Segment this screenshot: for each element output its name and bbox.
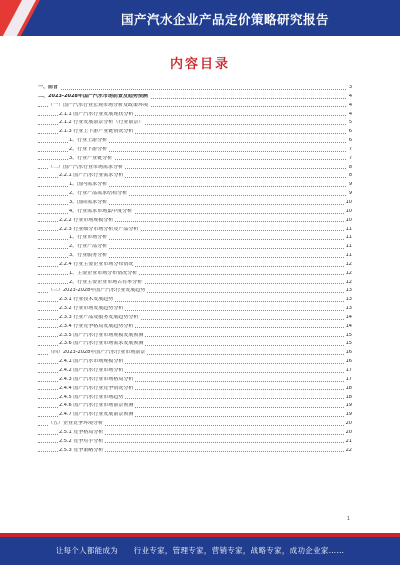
toc-entry-page: 10 [345,217,352,223]
toc-entry[interactable] [38,439,352,445]
toc-entry-page: 15 [345,332,352,338]
toc-entry-text: 2.1.1 国产汽水行业发展现状分析 [59,111,134,117]
toc-entry-text: 2.3.6 国产汽水行业市场需求发展预测 [59,341,144,347]
toc-entry-text: 2、行业下游分析 [69,146,108,152]
toc-entry-text: 3、行业产业链分析 [69,155,113,161]
toc-entry-page: 8 [348,164,352,170]
toc-entry-page: 7 [348,155,352,161]
toc-entry[interactable] [38,227,352,233]
toc-entry-text: 1、主要企业市场分布情况分析 [69,270,138,276]
toc-entry-page: 12 [345,279,352,285]
toc-entry-text: 2.3.2 行业市场发展趋势分析 [59,306,124,312]
toc-entry[interactable] [38,306,352,312]
toc-entry-page: 8 [348,173,352,179]
toc-entry-text: 2、行业主要企业市场占有率分析 [69,279,143,285]
toc-entry-page: 11 [345,226,352,232]
toc-entry-page: 9 [348,182,352,188]
toc-entry-text: 2.4.4 国产汽水行业竞争情况分析 [59,385,134,391]
toc-entry-text: 2.4.7 国产汽水行业发展前景预测 [59,412,134,418]
toc-entry-page: 13 [345,297,352,303]
toc-entry-page: 12 [345,261,352,267]
toc-entry-text: （五）企业竞争环境分析 [48,421,104,427]
toc-entry-text: 1、行业上游分析 [69,138,108,144]
toc-entry-page: 11 [345,235,352,241]
toc-entry[interactable] [38,103,352,109]
toc-entry-page: 16 [345,350,352,356]
toc-entry-text: 2.1.3 行业上下游产业链情况分析 [59,129,134,135]
toc-entry-page: 6 [348,129,352,135]
toc-entry[interactable] [38,85,352,91]
toc-entry-page: 19 [345,412,352,418]
toc-entry-page: 13 [345,288,352,294]
toc-entry-page: 15 [345,341,352,347]
toc-entry-page: 5 [348,120,352,126]
toc-entry[interactable] [38,315,352,321]
toc-entry-text: 2、行业产品需求结构分析 [69,191,128,197]
toc-entry-page: 20 [345,421,352,427]
page-number: 1 [346,516,350,522]
toc-entry-text: 1、行业市场分析 [69,235,108,241]
toc-entry-page: 4 [348,102,352,108]
toc-entry[interactable] [38,359,352,365]
toc-entry-text: 一、前言 [38,85,59,90]
toc-entry-text: 2.4.1 国产汽水市场规模分析 [59,359,124,365]
toc-entry[interactable] [38,235,352,241]
toc-entry-text: 2.3.1 行业技术发展趋势 [59,297,114,303]
toc-entry[interactable] [38,386,352,392]
toc-entry[interactable] [38,218,352,224]
toc-entry[interactable] [38,129,352,135]
toc-entry-text: （二）国产汽水行业市场需求分析 [48,164,124,170]
toc-entry[interactable] [38,271,352,277]
toc-entry[interactable] [38,182,352,188]
toc-entry-page: 17 [345,376,352,382]
toc-entry[interactable] [38,138,352,144]
toc-entry-text: 二、2023-2028年国产汽水市场前景及趋势预测 [38,93,148,99]
toc-entry-text: 1、国内需求分析 [69,182,108,188]
toc-entry-text: 2.2.3 行业细分市场分析及产品分析 [59,226,139,232]
toc-entry-text: 2.5.1 竞争格局分析 [59,429,104,435]
toc-entry[interactable] [38,200,352,206]
toc-entry-text: 3、国际需求分析 [69,199,108,205]
toc-entry[interactable] [38,412,352,418]
toc-entry-page: 18 [345,385,352,391]
toc-entry-text: （四）2023-2028年国产汽水行业市场前景 [48,350,146,356]
toc-entry-text: 2.4.2 国产汽水行业市场分析 [59,368,124,373]
toc-entry[interactable] [38,280,352,286]
toc-entry-text: 2.2.2 行业市场规模分析 [59,217,114,223]
toc-entry-page: 4 [348,93,352,99]
toc-entry[interactable] [38,244,352,250]
toc-entry-text: 2.3.4 行业竞争格局发展趋势分析 [59,323,134,329]
toc-entry[interactable] [38,94,352,100]
toc-entry[interactable] [38,253,352,259]
toc-entry[interactable] [38,156,352,162]
toc-entry[interactable] [38,368,352,374]
toc-entry-page: 6 [348,138,352,144]
toc-entry[interactable] [38,324,352,330]
toc-entry[interactable] [38,120,352,126]
toc-entry-text: 2.1.2 行业发展前景分析（行业前景） [59,120,144,126]
toc-entry[interactable] [38,341,352,347]
toc-entry-page: 13 [345,306,352,312]
toc-entry[interactable] [38,421,352,427]
toc-entry[interactable] [38,191,352,197]
toc-entry-text: 3、行业服务分析 [69,253,108,259]
toc-heading: 内容目录 [169,57,230,72]
toc-entry-text: 2.3.5 国产汽水行业市场规模发展预测 [59,332,144,338]
toc-entry-page: 18 [345,394,352,400]
toc-entry[interactable] [38,448,352,454]
toc-entry-page: 21 [345,438,352,444]
toc-entry-text: （三）2023-2028年国产汽水行业发展趋势 [48,288,146,294]
footer-banner [0,533,400,565]
toc-entry-page: 10 [345,208,352,214]
toc-entry[interactable] [38,165,352,171]
report-header-banner [0,0,400,36]
toc-entry[interactable] [38,147,352,153]
toc-entry-page: 19 [345,403,352,409]
table-of-contents [38,85,352,456]
toc-entry[interactable] [38,395,352,401]
toc-entry-text: 2.4.3 国产汽水行业市场格局分析 [59,376,134,382]
footer-slogan: 让每个人都能成为 行业专家，管理专家，营销专家，战略专家，成功企业家…… [55,546,345,555]
toc-entry-text: 2.5.2 竞争对手分析 [59,438,104,444]
toc-entry-page: 9 [348,191,352,197]
toc-entry-page: 14 [345,314,352,320]
toc-entry[interactable] [38,173,352,179]
toc-entry[interactable] [38,377,352,383]
toc-entry-text: 4、行业需求市场集中度分析 [69,208,133,214]
toc-entry-text: 2.4.5 国产汽水行业市场趋势 [59,394,124,400]
toc-entry-text: 2、行业产品分析 [69,244,108,250]
toc-entry[interactable] [38,209,352,215]
toc-entry-page: 11 [345,253,352,259]
toc-entry-text: 2.2.4 行业主要企业市场分布情况 [59,261,134,267]
toc-entry[interactable] [38,430,352,436]
toc-entry[interactable] [38,350,352,356]
toc-entry-page: 22 [345,447,352,453]
toc-entry-page: 20 [345,429,352,435]
toc-entry[interactable] [38,262,352,268]
toc-entry-page: 16 [345,359,352,365]
toc-entry-page: 11 [345,244,352,250]
toc-entry-page: 14 [345,323,352,329]
toc-entry-page: 4 [348,111,352,117]
toc-entry-page: 3 [348,85,352,90]
toc-entry-page: 7 [348,146,352,152]
toc-entry-text: 2.3.3 行业产品及服务发展趋势分析 [59,314,139,320]
dot-leader [38,89,346,90]
toc-entry[interactable] [38,112,352,118]
toc-entry-text: （一）国产汽水行业宏观市场分析及政策环境 [48,102,149,108]
toc-entry-text: 2.5.3 竞争策略分析 [59,447,104,453]
toc-entry-text: 2.2.1 国产汽水行业需求分析 [59,173,124,179]
toc-entry[interactable] [38,333,352,339]
footer-red-stripe [0,533,400,537]
toc-entry-page: 10 [345,199,352,205]
toc-entry-text: 2.4.6 国产汽水行业市场前景预测 [59,403,134,409]
toc-entry[interactable] [38,403,352,409]
toc-entry-page: 12 [345,270,352,276]
toc-entry[interactable] [38,288,352,294]
toc-entry[interactable] [38,297,352,303]
toc-entry-page: 17 [345,368,352,373]
report-title: 国产汽水企业产品定价策略研究报告 [120,12,329,27]
